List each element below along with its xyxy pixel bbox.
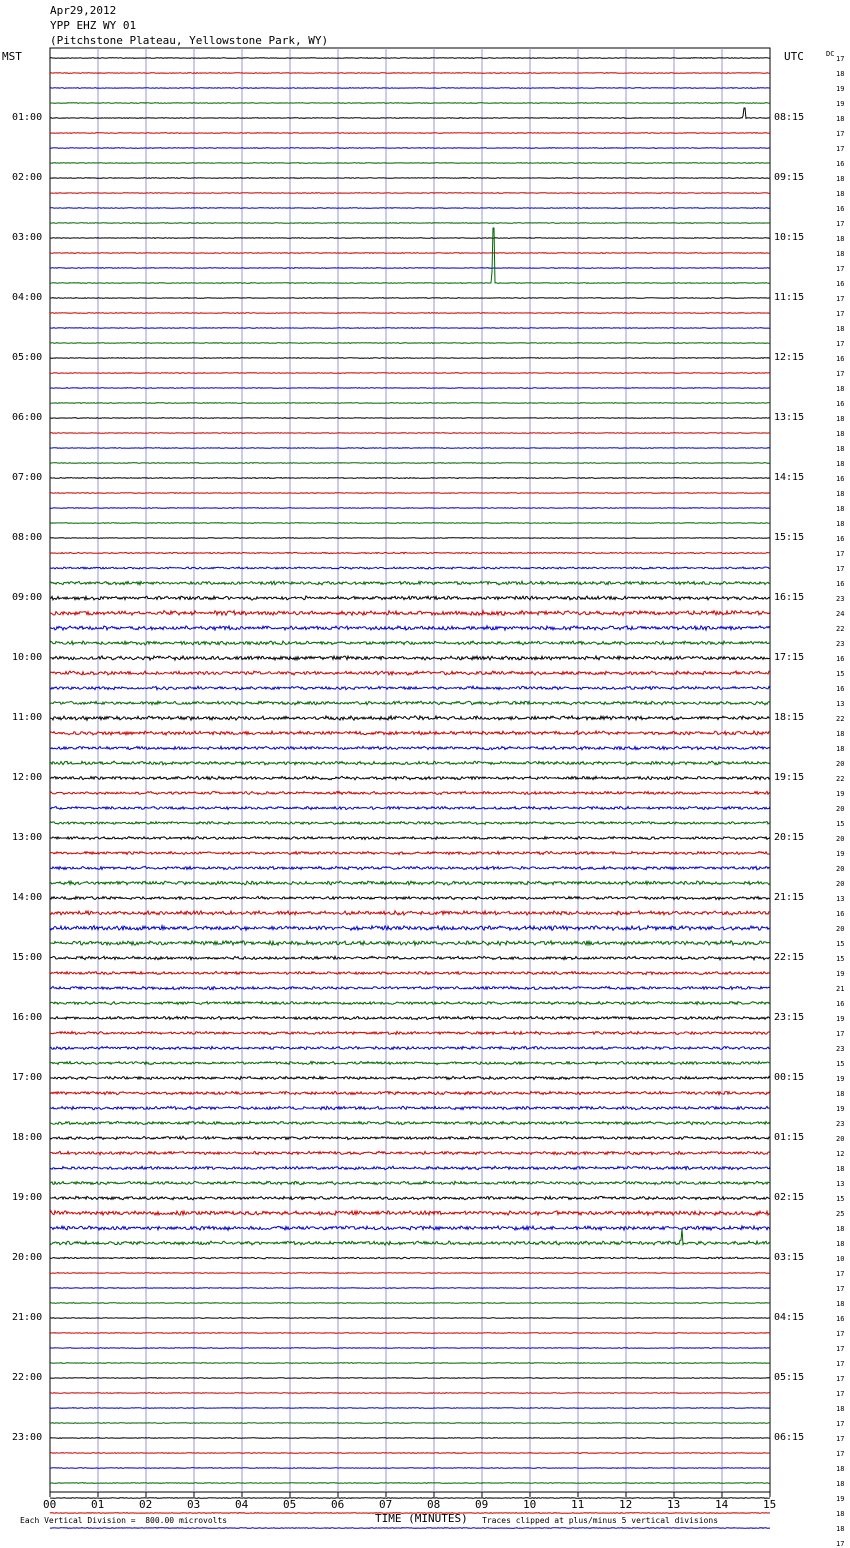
- mst-hour-label: 03:00: [12, 232, 43, 243]
- trace-line: [50, 761, 770, 765]
- dc-offset-label: 17: [836, 1435, 845, 1443]
- dc-offset-label: 22: [836, 625, 845, 633]
- dc-offset-label: 18: [836, 1525, 845, 1533]
- trace-line: [50, 1001, 770, 1004]
- trace-line: [50, 223, 770, 224]
- dc-offset-label: 19: [836, 970, 845, 978]
- trace-line: [50, 403, 770, 404]
- dc-offset-label: 17: [836, 550, 845, 558]
- dc-offset-label: 16: [836, 205, 845, 213]
- trace-line: [50, 373, 770, 374]
- dc-offset-label: 18: [836, 1300, 845, 1308]
- trace-line: [50, 611, 770, 616]
- x-tick-label: 08: [427, 1498, 441, 1511]
- trace-line: [50, 1333, 770, 1334]
- trace-line: [50, 671, 770, 675]
- utc-hour-label: 12:15: [774, 352, 805, 363]
- trace-line: [50, 433, 770, 434]
- trace-line: [50, 1046, 770, 1049]
- dc-offset-label: 12: [836, 1150, 845, 1158]
- trace-line: [50, 328, 770, 329]
- trace-line: [50, 1166, 770, 1170]
- plot-frame: [50, 48, 770, 1492]
- utc-hour-label: 15:15: [774, 532, 805, 543]
- utc-hour-label: 19:15: [774, 772, 805, 783]
- trace-line: [50, 1378, 770, 1379]
- utc-hour-label: 06:15: [774, 1432, 805, 1443]
- trace-line: [50, 208, 770, 209]
- trace-line: [50, 567, 770, 569]
- dc-axis-title: DC: [826, 50, 835, 58]
- trace-line: [50, 388, 770, 389]
- dc-offset-label: 22: [836, 715, 845, 723]
- trace-line: [50, 1453, 770, 1454]
- dc-offset-label: 19: [836, 100, 845, 108]
- trace-line: [50, 193, 770, 194]
- dc-offset-label: 16: [836, 400, 845, 408]
- trace-line: [50, 1288, 770, 1289]
- trace-line: [50, 493, 770, 494]
- trace-line: [50, 448, 770, 449]
- trace-line: [50, 986, 770, 989]
- dc-offset-label: 18: [836, 505, 845, 513]
- trace-line: [50, 73, 770, 74]
- trace-line: [50, 866, 770, 870]
- utc-hour-label: 10:15: [774, 232, 805, 243]
- dc-offset-label: 13: [836, 1180, 845, 1188]
- trace-line: [50, 1076, 770, 1079]
- utc-hour-label: 11:15: [774, 292, 805, 303]
- dc-offset-label: 22: [836, 775, 845, 783]
- utc-hour-label: 21:15: [774, 892, 805, 903]
- dc-offset-label: 17: [836, 565, 845, 573]
- dc-offset-label: 16: [836, 910, 845, 918]
- dc-offset-label: 18: [836, 520, 845, 528]
- dc-offset-label: 17: [836, 1345, 845, 1353]
- trace-line: [50, 911, 770, 915]
- trace-line: [50, 178, 770, 179]
- dc-offset-label: 19: [836, 1075, 845, 1083]
- dc-offset-label: 16: [836, 1000, 845, 1008]
- dc-offset-label: 23: [836, 1120, 845, 1128]
- trace-line: [50, 108, 770, 118]
- trace-line: [50, 1348, 770, 1349]
- mst-hour-label: 23:00: [12, 1432, 43, 1443]
- dc-offset-label: 18: [836, 250, 845, 258]
- dc-offset-label: 17: [836, 340, 845, 348]
- clip-note: Traces clipped at plus/minus 5 vertical divisions: [482, 1516, 719, 1525]
- station-location: (Pitchstone Plateau, Yellowstone Park, WY): [50, 34, 329, 47]
- plot-date: Apr29,2012: [50, 4, 117, 17]
- trace-line: [50, 58, 770, 59]
- mst-hour-label: 05:00: [12, 352, 43, 363]
- trace-line: [50, 731, 770, 735]
- mst-hour-label: 22:00: [12, 1372, 43, 1383]
- x-tick-label: 14: [715, 1498, 729, 1511]
- trace-line: [50, 1273, 770, 1274]
- trace-line: [50, 881, 770, 885]
- utc-hour-label: 05:15: [774, 1372, 805, 1383]
- trace-line: [50, 298, 770, 299]
- utc-hour-label: 01:15: [774, 1132, 805, 1143]
- trace-line: [50, 1438, 770, 1439]
- trace-line: [50, 956, 770, 960]
- dc-offset-label: 18: [836, 1165, 845, 1173]
- mst-hour-label: 21:00: [12, 1312, 43, 1323]
- trace-line: [50, 1211, 770, 1215]
- mst-hour-label: 19:00: [12, 1192, 43, 1203]
- x-tick-label: 05: [283, 1498, 297, 1511]
- mst-hour-label: 09:00: [12, 592, 43, 603]
- trace-line: [50, 971, 770, 974]
- dc-offset-label: 18: [836, 385, 845, 393]
- trace-line: [50, 538, 770, 539]
- x-tick-label: 09: [475, 1498, 489, 1511]
- trace-line: [50, 941, 770, 946]
- trace-line: [50, 552, 770, 553]
- dc-offset-label: 16: [836, 655, 845, 663]
- dc-offset-label: 18: [836, 490, 845, 498]
- mst-axis-title: MST: [2, 50, 22, 63]
- trace-line: [50, 1016, 770, 1019]
- utc-hour-label: 16:15: [774, 592, 805, 603]
- dc-offset-label: 18: [836, 415, 845, 423]
- dc-offset-label: 17: [836, 265, 845, 273]
- dc-offset-label: 17: [836, 1030, 845, 1038]
- dc-offset-label: 19: [836, 85, 845, 93]
- dc-offset-label: 18: [836, 730, 845, 738]
- trace-line: [50, 1303, 770, 1304]
- dc-offset-label: 10: [836, 1255, 845, 1263]
- dc-offset-label: 19: [836, 1015, 845, 1023]
- trace-line: [50, 1393, 770, 1394]
- utc-hour-label: 18:15: [774, 712, 805, 723]
- dc-offset-label: 16: [836, 355, 845, 363]
- mst-hour-label: 15:00: [12, 952, 43, 963]
- trace-line: [50, 851, 770, 854]
- utc-hour-label: 08:15: [774, 112, 805, 123]
- dc-offset-label: 16: [836, 535, 845, 543]
- trace-line: [50, 103, 770, 104]
- x-tick-label: 01: [91, 1498, 105, 1511]
- mst-hour-label: 08:00: [12, 532, 43, 543]
- dc-offset-label: 19: [836, 1495, 845, 1503]
- trace-line: [50, 1031, 770, 1034]
- mst-hour-label: 11:00: [12, 712, 43, 723]
- trace-line: [50, 686, 770, 690]
- dc-offset-label: 17: [836, 295, 845, 303]
- dc-offset-label: 18: [836, 175, 845, 183]
- dc-offset-label: 17: [836, 1375, 845, 1383]
- dc-offset-label: 17: [836, 1450, 845, 1458]
- dc-offset-label: 15: [836, 820, 845, 828]
- utc-hour-label: 00:15: [774, 1072, 805, 1083]
- trace-line: [50, 626, 770, 630]
- dc-offset-label: 18: [836, 235, 845, 243]
- mst-hour-label: 16:00: [12, 1012, 43, 1023]
- dc-offset-label: 24: [836, 610, 845, 618]
- dc-offset-label: 17: [836, 55, 845, 63]
- dc-offset-label: 19: [836, 850, 845, 858]
- dc-offset-label: 18: [836, 745, 845, 753]
- utc-hour-label: 14:15: [774, 472, 805, 483]
- dc-offset-label: 25: [836, 1210, 845, 1218]
- mst-hour-label: 14:00: [12, 892, 43, 903]
- trace-line: [50, 806, 770, 809]
- dc-offset-label: 17: [836, 1540, 845, 1548]
- trace-line: [50, 1091, 770, 1094]
- dc-offset-label: 15: [836, 1195, 845, 1203]
- dc-offset-label: 18: [836, 1465, 845, 1473]
- dc-offset-label: 20: [836, 880, 845, 888]
- utc-hour-label: 02:15: [774, 1192, 805, 1203]
- trace-line: [50, 746, 770, 749]
- trace-line: [50, 358, 770, 359]
- dc-offset-label: 13: [836, 700, 845, 708]
- trace-line: [50, 822, 770, 825]
- trace-line: [50, 1106, 770, 1110]
- trace-line: [50, 1226, 770, 1230]
- trace-line: [50, 343, 770, 344]
- x-axis-title: TIME (MINUTES): [375, 1512, 468, 1525]
- dc-offset-label: 17: [836, 1330, 845, 1338]
- dc-offset-label: 18: [836, 70, 845, 78]
- dc-offset-label: 18: [836, 430, 845, 438]
- mst-hour-label: 01:00: [12, 112, 43, 123]
- mst-hour-label: 18:00: [12, 1132, 43, 1143]
- dc-offset-label: 17: [836, 1360, 845, 1368]
- trace-line: [50, 1061, 770, 1064]
- dc-offset-label: 23: [836, 595, 845, 603]
- trace-line: [50, 228, 770, 283]
- dc-offset-label: 17: [836, 1285, 845, 1293]
- trace-line: [50, 1121, 770, 1124]
- x-tick-label: 13: [667, 1498, 681, 1511]
- dc-offset-label: 18: [836, 115, 845, 123]
- trace-line: [50, 1229, 770, 1245]
- trace-line: [50, 926, 770, 931]
- mst-hour-label: 10:00: [12, 652, 43, 663]
- mst-hour-label: 07:00: [12, 472, 43, 483]
- trace-line: [50, 641, 770, 645]
- x-tick-label: 02: [139, 1498, 153, 1511]
- mst-hour-label: 20:00: [12, 1252, 43, 1263]
- trace-line: [50, 1423, 770, 1424]
- x-tick-label: 12: [619, 1498, 633, 1511]
- dc-offset-label: 20: [836, 925, 845, 933]
- x-tick-label: 15: [763, 1498, 777, 1511]
- dc-offset-label: 15: [836, 940, 845, 948]
- utc-hour-label: 17:15: [774, 652, 805, 663]
- trace-line: [50, 463, 770, 464]
- x-tick-label: 04: [235, 1498, 249, 1511]
- trace-line: [50, 896, 770, 899]
- trace-line: [50, 701, 770, 705]
- x-tick-label: 07: [379, 1498, 393, 1511]
- dc-offset-label: 15: [836, 955, 845, 963]
- dc-offset-label: 23: [836, 640, 845, 648]
- dc-offset-label: 20: [836, 1135, 845, 1143]
- trace-line: [50, 1408, 770, 1409]
- dc-offset-label: 21: [836, 985, 845, 993]
- trace-line: [50, 716, 770, 720]
- mst-hour-label: 02:00: [12, 172, 43, 183]
- trace-line: [50, 1483, 770, 1484]
- dc-offset-label: 16: [836, 475, 845, 483]
- trace-line: [50, 596, 770, 600]
- dc-offset-label: 17: [836, 1420, 845, 1428]
- dc-offset-label: 17: [836, 220, 845, 228]
- dc-offset-label: 18: [836, 1090, 845, 1098]
- dc-offset-label: 20: [836, 805, 845, 813]
- utc-hour-label: 09:15: [774, 172, 805, 183]
- x-tick-label: 10: [523, 1498, 537, 1511]
- utc-hour-label: 13:15: [774, 412, 805, 423]
- mst-hour-label: 04:00: [12, 292, 43, 303]
- utc-hour-label: 04:15: [774, 1312, 805, 1323]
- trace-line: [50, 1136, 770, 1139]
- dc-offset-label: 20: [836, 760, 845, 768]
- dc-offset-label: 18: [836, 1510, 845, 1518]
- trace-line: [50, 837, 770, 840]
- mst-hour-label: 13:00: [12, 832, 43, 843]
- dc-offset-label: 23: [836, 1045, 845, 1053]
- dc-offset-label: 18: [836, 460, 845, 468]
- trace-line: [50, 268, 770, 269]
- trace-line: [50, 1528, 770, 1529]
- mst-hour-label: 06:00: [12, 412, 43, 423]
- trace-line: [50, 253, 770, 254]
- dc-offset-label: 18: [836, 1225, 845, 1233]
- dc-offset-label: 16: [836, 160, 845, 168]
- dc-offset-label: 17: [836, 1270, 845, 1278]
- trace-line: [50, 656, 770, 660]
- dc-offset-label: 16: [836, 1315, 845, 1323]
- dc-offset-label: 17: [836, 1390, 845, 1398]
- dc-offset-label: 20: [836, 835, 845, 843]
- mst-hour-label: 12:00: [12, 772, 43, 783]
- trace-line: [50, 238, 770, 239]
- dc-offset-label: 15: [836, 1060, 845, 1068]
- trace-line: [50, 523, 770, 524]
- x-tick-label: 06: [331, 1498, 345, 1511]
- trace-line: [50, 148, 770, 149]
- trace-line: [50, 1363, 770, 1364]
- dc-offset-label: 15: [836, 670, 845, 678]
- trace-line: [50, 1468, 770, 1469]
- dc-offset-label: 17: [836, 370, 845, 378]
- dc-offset-label: 19: [836, 1105, 845, 1113]
- trace-line: [50, 313, 770, 314]
- trace-line: [50, 1196, 770, 1199]
- trace-line: [50, 508, 770, 509]
- utc-hour-label: 23:15: [774, 1012, 805, 1023]
- trace-line: [50, 791, 770, 794]
- dc-offset-label: 19: [836, 790, 845, 798]
- dc-offset-label: 16: [836, 685, 845, 693]
- scale-note: Each Vertical Division = 800.00 microvolts: [20, 1516, 228, 1525]
- trace-line: [50, 1498, 770, 1499]
- dc-offset-label: 18: [836, 1240, 845, 1248]
- dc-offset-label: 20: [836, 865, 845, 873]
- dc-offset-label: 17: [836, 310, 845, 318]
- utc-hour-label: 22:15: [774, 952, 805, 963]
- dc-offset-label: 16: [836, 280, 845, 288]
- utc-hour-label: 03:15: [774, 1252, 805, 1263]
- trace-line: [50, 1151, 770, 1154]
- trace-line: [50, 581, 770, 585]
- trace-line: [50, 418, 770, 419]
- mst-hour-label: 17:00: [12, 1072, 43, 1083]
- dc-offset-label: 17: [836, 130, 845, 138]
- trace-line: [50, 1257, 770, 1259]
- trace-line: [50, 88, 770, 89]
- utc-axis-title: UTC: [784, 50, 804, 63]
- dc-offset-label: 17: [836, 145, 845, 153]
- trace-line: [50, 478, 770, 479]
- dc-offset-label: 18: [836, 190, 845, 198]
- trace-line: [50, 163, 770, 164]
- dc-offset-label: 18: [836, 1480, 845, 1488]
- trace-line: [50, 776, 770, 780]
- x-tick-label: 00: [43, 1498, 57, 1511]
- trace-line: [50, 1318, 770, 1319]
- dc-offset-label: 18: [836, 1405, 845, 1413]
- x-tick-label: 03: [187, 1498, 201, 1511]
- x-tick-label: 11: [571, 1498, 585, 1511]
- station-name: YPP EHZ WY 01: [50, 19, 137, 32]
- utc-hour-label: 20:15: [774, 832, 805, 843]
- dc-offset-label: 18: [836, 445, 845, 453]
- dc-offset-label: 16: [836, 580, 845, 588]
- dc-offset-label: 13: [836, 895, 845, 903]
- trace-line: [50, 1181, 770, 1184]
- dc-offset-label: 18: [836, 325, 845, 333]
- trace-line: [50, 133, 770, 134]
